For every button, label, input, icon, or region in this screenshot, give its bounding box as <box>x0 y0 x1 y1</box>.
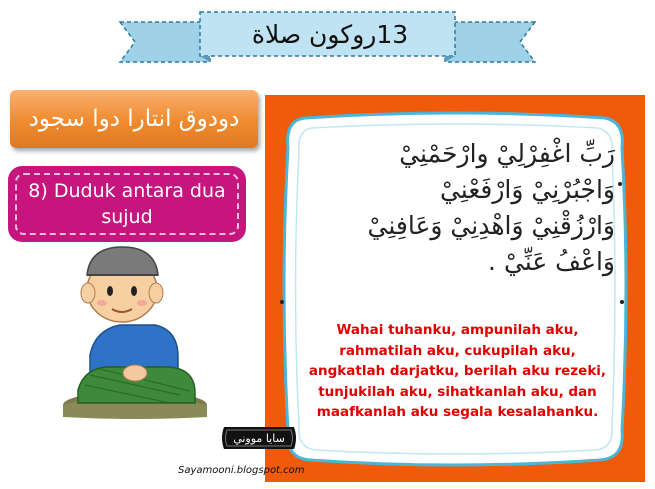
step-label-text: 8) Duduk antara dua sujud <box>15 173 239 235</box>
footer-credit: Sayamooni.blogspot.com <box>178 465 305 476</box>
dua-translation: Wahai tuhanku, ampunilah aku, rahmatilah aku, cukupilah aku, angkatlah darjatku, berilah aku rezeki, tunjukilah aku, sihatkanlah aku, dan maafkanlah aku segala kesalahanku. <box>308 322 607 420</box>
decorative-dot <box>618 182 622 186</box>
stamp-text: سايا مووني <box>233 431 285 445</box>
dua-arabic <box>300 136 615 280</box>
page-title: 13روكون صلاة <box>251 19 409 49</box>
decorative-dot <box>280 300 284 304</box>
jawi-step-label: دودوق انتارا دوا سجود <box>10 90 258 148</box>
dua-arabic-line: وَاجْبُرْنِيْ وَارْفَعْنِيْ <box>439 175 615 204</box>
sitting-boy-illustration <box>60 245 210 420</box>
decorative-dot <box>620 300 624 304</box>
dua-arabic-line: وَارْزُقْنِيْ وَاهْدِنِيْ وَعَافِنِيْ <box>367 211 615 240</box>
step-label-box <box>10 168 244 240</box>
dua-arabic-line: رَبِّ اغْفِرْلِيْ وارْحَمْنِيْ <box>399 139 615 168</box>
dua-arabic-line: وَاعْفُ عَنِّيْ . <box>488 247 615 276</box>
